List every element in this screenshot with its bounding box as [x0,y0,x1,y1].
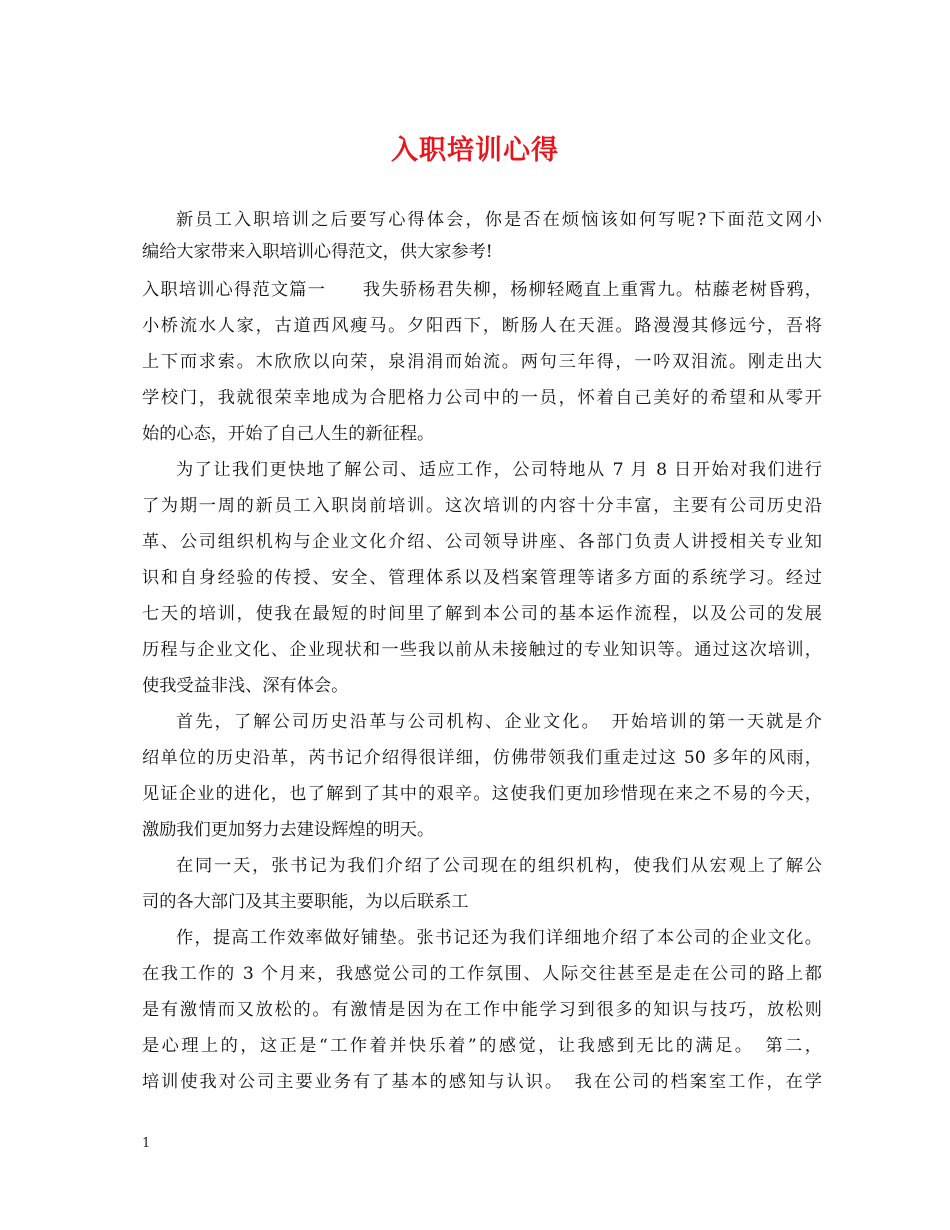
body-line: 激励我们更加努力去建设辉煌的明天。 [142,820,435,840]
body-line: 学校门，我就很荣幸地成为合肥格力公司中的一员，怀着自己美好的希望和从零开 [142,388,822,408]
body-line: 革、公司组织机构与企业文化介绍、公司领导讲座、各部门负责人讲授相关专业知 [142,532,822,552]
body-line: 绍单位的历史沿革，芮书记介绍得很详细，仿佛带领我们重走过这 50 多年的风雨， [142,748,822,768]
body-line: 作，提高工作效率做好铺垫。张书记还为我们详细地介绍了本公司的企业文化。 [176,928,822,948]
body-line: 见证企业的进化，也了解到了其中的艰辛。这使我们更加珍惜现在来之不易的今天， [142,784,822,804]
body-line: 使我受益非浅、深有体会。 [142,676,349,696]
body-line: 小桥流水人家，古道西风瘦马。夕阳西下，断肠人在天涯。路漫漫其修远兮，吾将 [142,316,822,336]
body-line: 首先，了解公司历史沿革与公司机构、企业文化。 开始培训的第一天就是介 [176,712,822,732]
page-number: 1 [142,1136,151,1151]
document-title: 入职培训心得 [391,135,559,166]
body-line: 是有激情而又放松的。有激情是因为在工作中能学习到很多的知识与技巧，放松则 [142,1000,822,1020]
body-line: 历程与企业文化、企业现状和一些我以前从未接触过的专业知识等。通过这次培训， [142,640,822,660]
body-line: 上下而求索。木欣欣以向荣，泉涓涓而始流。两句三年得，一吟双泪流。刚走出大 [142,352,822,372]
body-line: 编给大家带来入职培训心得范文，供大家参考! [142,242,493,262]
body-line: 在同一天，张书记为我们介绍了公司现在的组织机构，使我们从宏观上了解公 [176,856,822,876]
body-line: 了为期一周的新员工入职岗前培训。这次培训的内容十分丰富，主要有公司历史沿 [142,496,822,516]
body-line: 入职培训心得范文篇一 我失骄杨君失柳，杨柳轻飏直上重霄九。枯藤老树昏鸦， [142,280,822,300]
body-line: 识和自身经验的传授、安全、管理体系以及档案管理等诸多方面的系统学习。经过 [142,568,822,588]
body-line: 为了让我们更快地了解公司、适应工作，公司特地从 7 月 8 日开始对我们进行 [176,460,822,480]
body-line: 是心理上的，这正是“工作着并快乐着”的感觉，让我感到无比的满足。 第二， [142,1036,822,1056]
body-line: 七天的培训，使我在最短的时间里了解到本公司的基本运作流程，以及公司的发展 [142,604,822,624]
body-line: 司的各大部门及其主要职能，为以后联系工 [142,892,469,912]
body-line: 培训使我对公司主要业务有了基本的感知与认识。 我在公司的档案室工作，在学 [142,1072,822,1092]
body-line: 新员工入职培训之后要写心得体会，你是否在烦恼该如何写呢?下面范文网小 [176,210,822,230]
body-line: 在我工作的 3 个月来，我感觉公司的工作氛围、人际交往甚至是走在公司的路上都 [142,964,822,984]
body-line: 始的心态，开始了自己人生的新征程。 [142,424,435,444]
